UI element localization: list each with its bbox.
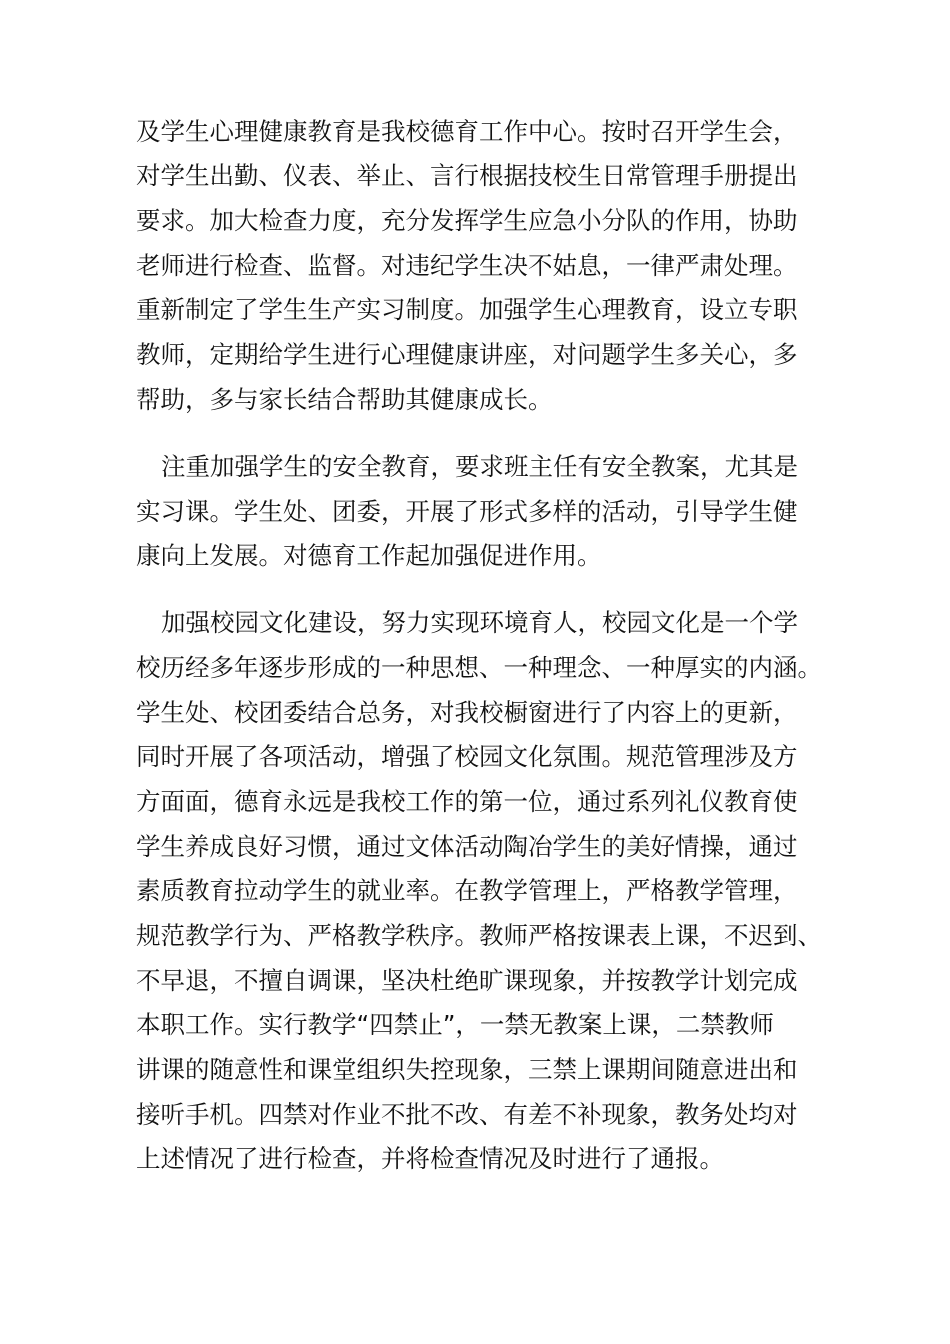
text-line: 及学生心理健康教育是我校德育工作中心。按时召开学生会， [136,117,798,146]
text-line: 本职工作。实行教学“四禁止”，一禁无教案上课，二禁教师 [136,1010,774,1039]
text-line: 学生处、校团委结合总务，对我校橱窗进行了内容上的更新， [136,698,798,727]
text-line: 康向上发展。对德育工作起加强促进作用。 [136,541,602,570]
text-line: 不早退，不擅自调课，坚决杜绝旷课现象，并按教学计划完成 [136,966,798,995]
text-line: 方面面，德育永远是我校工作的第一位，通过系列礼仪教育使 [136,787,798,816]
text-line: 重新制定了学生生产实习制度。加强学生心理教育，设立专职 [136,295,798,324]
text-line: 老师进行检查、监督。对违纪学生决不姑息，一律严肃处理。 [136,251,798,280]
text-line: 加强校园文化建设，努力实现环境育人，校园文化是一个学 [161,608,798,637]
text-line: 讲课的随意性和课堂组织失控现象，三禁上课期间随意进出和 [136,1055,798,1084]
text-line: 接听手机。四禁对作业不批不改、有差不补现象，教务处均对 [136,1100,798,1129]
text-line: 学生养成良好习惯，通过文体活动陶冶学生的美好情操，通过 [136,832,798,861]
text-line: 注重加强学生的安全教育，要求班主任有安全教案，尤其是 [161,452,798,481]
text-line: 要求。加大检查力度，充分发挥学生应急小分队的作用，协助 [136,206,798,235]
text-line: 校历经多年逐步形成的一种思想、一种理念、一种厚实的内涵。 [136,653,822,682]
text-line: 教师，定期给学生进行心理健康讲座，对问题学生多关心，多 [136,340,798,369]
text-line: 实习课。学生处、团委，开展了形式多样的活动，引导学生健 [136,497,798,526]
text-line: 上述情况了进行检查，并将检查情况及时进行了通报。 [136,1144,724,1173]
text-line: 帮助，多与家长结合帮助其健康成长。 [136,385,553,414]
text-line: 素质教育拉动学生的就业率。在教学管理上，严格教学管理， [136,876,798,905]
text-line: 同时开展了各项活动，增强了校园文化氛围。规范管理涉及方 [136,742,798,771]
text-line: 对学生出勤、仪表、举止、言行根据技校生日常管理手册提出 [136,161,798,190]
text-line: 规范教学行为、严格教学秩序。教师严格按课表上课，不迟到、 [136,921,822,950]
